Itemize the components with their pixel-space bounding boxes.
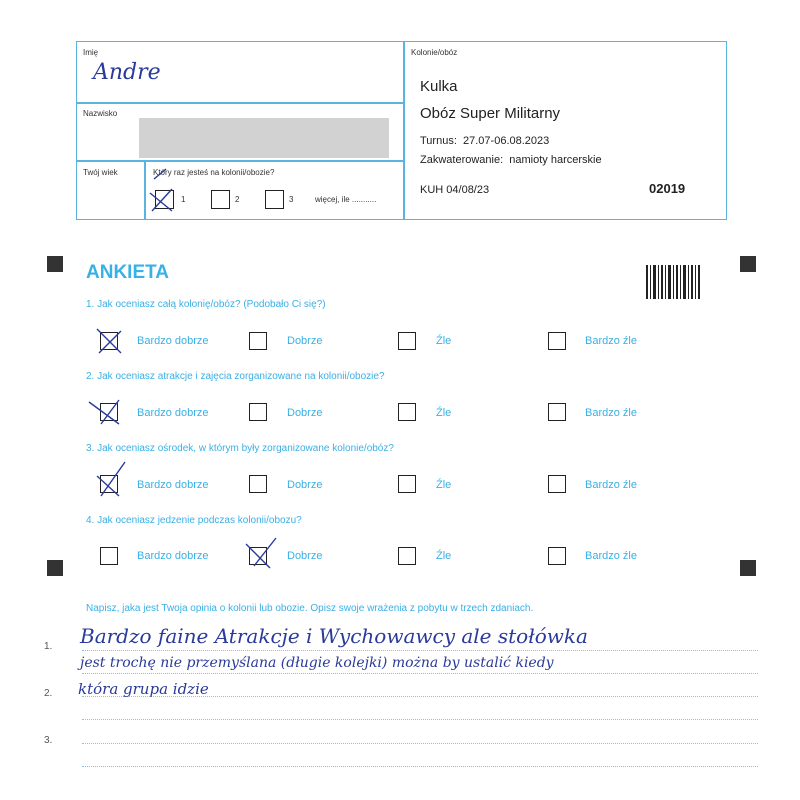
q1-option-label: Dobrze — [287, 335, 323, 347]
q2-checkbox-bardzo-dobrze[interactable] — [100, 403, 118, 421]
writing-line — [82, 650, 758, 651]
check-mark-icon — [148, 167, 167, 186]
check-mark-icon — [244, 538, 262, 556]
q2-option-label: Bardzo źle — [585, 407, 637, 419]
writing-line — [82, 719, 758, 720]
handwritten-line-2[interactable]: jest trochę nie przemyślana (długie kolejki) można by ustalić kiedy — [80, 655, 554, 671]
check-mark-icon — [95, 462, 113, 480]
q1-checkbox-bardzo-zle[interactable] — [548, 332, 566, 350]
q3-checkbox-bardzo-dobrze[interactable] — [100, 475, 118, 493]
question-3-text: 3. Jak oceniasz ośrodek, w którym były zorganizowane kolonie/obóz? — [86, 443, 394, 454]
registration-marker — [740, 256, 756, 272]
registration-marker — [47, 256, 63, 272]
turnus-row — [420, 135, 549, 147]
times-option-label: 1 — [181, 195, 186, 204]
handwritten-line-1[interactable]: Bardzo faine Atrakcje i Wychowawcy ale stołówka — [80, 624, 588, 648]
times-checkbox-3[interactable] — [265, 190, 284, 209]
opinion-prompt: Napisz, jaka jest Twoja opinia o kolonii lub obozie. Opisz swoje wrażenia z pobytu w trzech zdaniach. — [86, 603, 534, 614]
survey-title: ANKIETA — [86, 262, 170, 283]
q4-checkbox-zle[interactable] — [398, 547, 416, 565]
times-option-label: 3 — [289, 195, 294, 204]
q2-option-label: Bardzo dobrze — [137, 407, 209, 419]
q4-option-label: Źle — [436, 550, 452, 562]
q4-option-label: Dobrze — [287, 550, 323, 562]
accommodation-row — [420, 154, 602, 166]
age-label: Twój wiek — [83, 168, 118, 177]
camp-label: Kolonie/obóz — [411, 48, 458, 57]
q4-option-label: Bardzo źle — [585, 550, 637, 562]
q1-option-label: Bardzo dobrze — [137, 335, 209, 347]
q3-option-label: Źle — [436, 479, 452, 491]
camp-name: Kulka — [420, 78, 458, 95]
registration-marker — [740, 560, 756, 576]
name-value[interactable]: Andre — [93, 60, 161, 85]
q3-checkbox-bardzo-zle[interactable] — [548, 475, 566, 493]
writing-line — [82, 766, 758, 767]
writing-line — [82, 673, 758, 674]
handwritten-line-3[interactable]: która grupa idzie — [78, 680, 209, 698]
form-code: KUH 04/08/23 — [420, 184, 490, 196]
times-checkbox-2[interactable] — [211, 190, 230, 209]
q3-option-label: Bardzo źle — [585, 479, 637, 491]
q3-option-label: Bardzo dobrze — [137, 479, 209, 491]
times-option-label: 2 — [235, 195, 240, 204]
q4-option-label: Bardzo dobrze — [137, 550, 209, 562]
turnus-label: Turnus: — [420, 135, 457, 147]
accommodation-label: Zakwaterowanie: — [420, 154, 504, 166]
q4-checkbox-bardzo-zle[interactable] — [548, 547, 566, 565]
line-number: 2. — [44, 688, 53, 699]
question-2-text: 2. Jak oceniasz atrakcje i zajęcia zorganizowane na kolonii/obozie? — [86, 371, 385, 382]
header-row-line — [77, 102, 403, 104]
q4-checkbox-dobrze[interactable] — [249, 547, 267, 565]
q3-checkbox-zle[interactable] — [398, 475, 416, 493]
form-number: 02019 — [649, 181, 686, 196]
line-number: 1. — [44, 641, 53, 652]
q3-option-label: Dobrze — [287, 479, 323, 491]
writing-line — [82, 743, 758, 744]
q1-checkbox-bardzo-dobrze[interactable] — [100, 332, 118, 350]
registration-marker — [47, 560, 63, 576]
name-label: Imię — [83, 48, 99, 57]
times-other-label: więcej, ile ........... — [315, 195, 377, 204]
turnus-value: 27.07-06.08.2023 — [463, 135, 550, 147]
q1-checkbox-dobrze[interactable] — [249, 332, 267, 350]
check-mark-icon — [97, 329, 115, 347]
header-row-line — [77, 160, 403, 162]
age-divider — [144, 160, 146, 219]
times-label: Który raz jesteś na kolonii/obozie? — [153, 168, 275, 177]
q2-option-label: Dobrze — [287, 407, 323, 419]
question-4-text: 4. Jak oceniasz jedzenie podczas kolonii/obozu? — [86, 515, 302, 526]
camp-title: Obóz Super Militarny — [420, 105, 561, 122]
q2-checkbox-bardzo-zle[interactable] — [548, 403, 566, 421]
check-mark-icon — [89, 400, 107, 418]
line-number: 3. — [44, 735, 53, 746]
q1-option-label: Bardzo źle — [585, 335, 637, 347]
q3-checkbox-dobrze[interactable] — [249, 475, 267, 493]
question-1-text: 1. Jak oceniasz całą kolonię/obóz? (Podobało Ci się?) — [86, 299, 326, 310]
q2-checkbox-dobrze[interactable] — [249, 403, 267, 421]
q1-checkbox-zle[interactable] — [398, 332, 416, 350]
times-checkbox-1[interactable] — [155, 190, 174, 209]
q4-checkbox-bardzo-dobrze[interactable] — [100, 547, 118, 565]
surname-label: Nazwisko — [83, 109, 118, 118]
barcode-icon — [646, 265, 700, 299]
header-divider — [403, 42, 405, 219]
q2-option-label: Źle — [436, 407, 452, 419]
redacted-surname — [139, 118, 389, 158]
header-form — [76, 41, 727, 220]
q2-checkbox-zle[interactable] — [398, 403, 416, 421]
q1-option-label: Źle — [436, 335, 452, 347]
accommodation-value: namioty harcerskie — [509, 154, 602, 166]
